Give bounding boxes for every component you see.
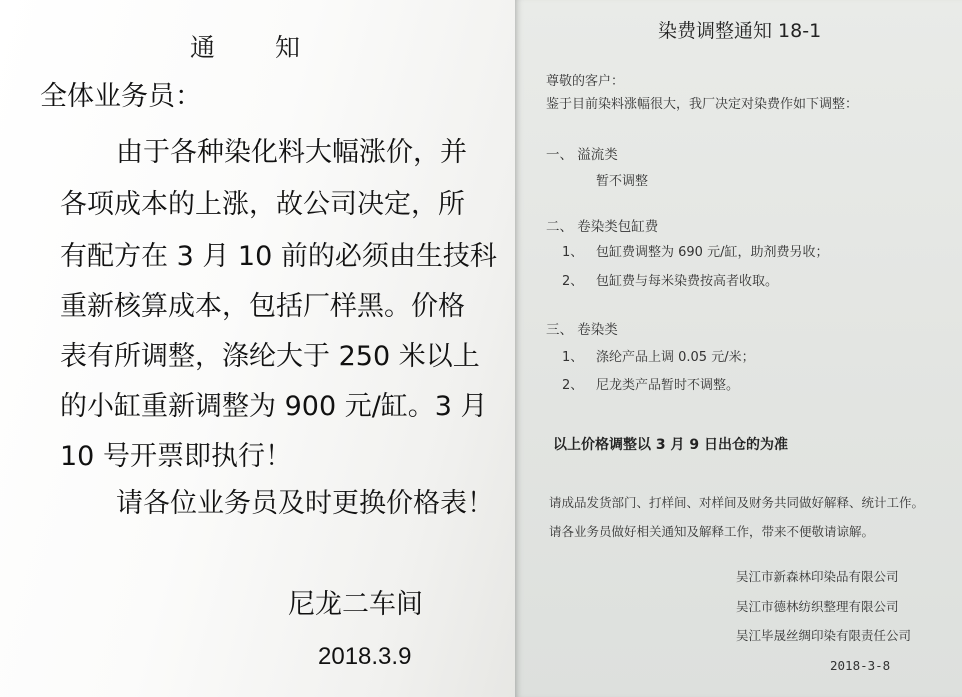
- section-heading: 二、 卷染类包缸费: [546, 219, 659, 235]
- section-item-text: 包缸费调整为 690 元/缸，助剂费另收；: [596, 245, 829, 260]
- section-item-text: 尼龙类产品暂时不调整。: [596, 378, 740, 393]
- right-notice-salutation: 尊敬的客户：: [546, 74, 625, 89]
- note-line: 请各业务员做好相关通知及解释工作，带来不便敬请谅解。: [549, 524, 875, 539]
- left-notice-body-line: 表有所调整，涤纶大于 250 米以上: [60, 341, 480, 372]
- section-item-text: 涤纶产品上调 0.05 元/米；: [596, 350, 755, 365]
- item-number: 1、: [562, 350, 584, 365]
- note-line: 请成品发货部门、打样间、对样间及财务共同做好解释、统计工作。: [549, 495, 925, 510]
- section-item-text: 暂不调整: [596, 174, 649, 189]
- company-name: 吴江毕晟丝绸印染有限责任公司: [736, 628, 912, 643]
- company-name: 吴江市新森林印染品有限公司: [736, 569, 899, 584]
- right-notice-title: 染费调整通知 18-1: [658, 20, 822, 42]
- left-notice-title: 通 知: [190, 33, 326, 62]
- item-number: 2、: [562, 378, 584, 393]
- left-notice-greeting: 全体业务员：: [40, 81, 202, 112]
- left-notice-body-line: 10 号开票即执行！: [60, 441, 292, 472]
- section-item-text: 包缸费与每米染费按高者收取。: [596, 274, 779, 289]
- effective-note: 以上价格调整以 3 月 9 日出仓的为准: [553, 437, 788, 453]
- right-notice-intro: 鉴于目前染料涨幅很大，我厂决定对染费作如下调整：: [546, 97, 859, 112]
- right-notice-date: 2018-3-8: [830, 658, 891, 673]
- left-notice-body-line: 由于各种染化料大幅涨价，并: [116, 137, 467, 168]
- left-notice-closing: 请各位业务员及时更换价格表！: [116, 488, 494, 519]
- left-notice-body-line: 的小缸重新调整为 900 元/缸。3 月: [60, 391, 488, 422]
- left-notice-signature: 尼龙二车间: [288, 589, 423, 620]
- left-notice-body-line: 重新核算成本，包括厂样黑。价格: [60, 291, 465, 322]
- item-number: 1、: [562, 245, 584, 260]
- company-name: 吴江市德林纺织整理有限公司: [736, 599, 899, 614]
- left-notice-body-line: 各项成本的上涨，故公司决定，所: [60, 189, 465, 220]
- section-heading: 一、 溢流类: [546, 147, 618, 163]
- left-notice-body-line: 有配方在 3 月 10 前的必须由生技科: [60, 241, 497, 272]
- item-number: 2、: [562, 274, 584, 289]
- section-heading: 三、 卷染类: [546, 322, 618, 338]
- left-notice-date: 2018.3.9: [318, 643, 412, 670]
